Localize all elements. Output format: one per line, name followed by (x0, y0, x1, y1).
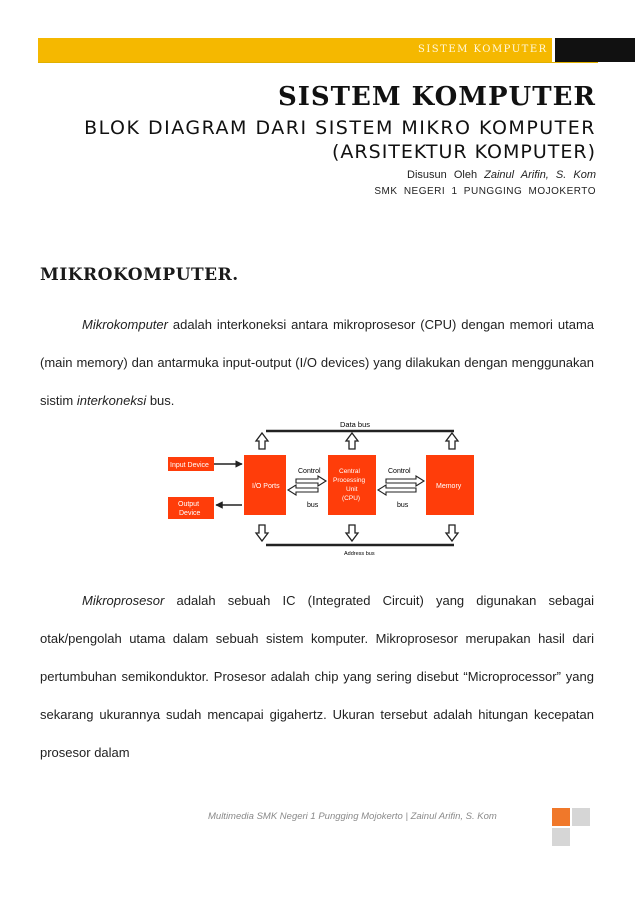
header-label: SISTEM KOMPUTER (418, 44, 548, 55)
author-prefix: Disusun Oleh (407, 169, 478, 181)
term-mikrokomputer: Mikrokomputer (82, 317, 168, 332)
p1-text-2: bus. (146, 393, 175, 408)
document-subtitle-2: (ARSITEKTUR KOMPUTER) (332, 141, 596, 163)
paragraph-mikrokomputer (40, 306, 594, 420)
output-device-label-2: Device (179, 510, 201, 517)
memory-label: Memory (436, 483, 462, 490)
header-bar (38, 38, 598, 62)
output-device-label-1: Output (178, 501, 200, 508)
footer-square-orange (552, 808, 570, 826)
section-heading: MIKROKOMPUTER. (40, 265, 239, 285)
io-ports-label: I/O Ports (252, 483, 280, 490)
data-bus-label: Data bus (340, 420, 371, 429)
p2-text: adalah sebuah IC (Integrated Circuit) yang digunakan sebagai otak/pengolah utama dalam sebuah sistem komputer. Mikroprosesor merupakan hasil dari pertumbuhan semikonduktor. Prosesor adalah chip yang sering disebut “Microprocessor” yang sekarang ukurannya sudah mencapai gigahertz. Ukuran tersebut adalah hitungan kecepatan prosesor dalam (40, 593, 594, 760)
cpu-label-3: Unit (346, 486, 358, 493)
address-bus-label: Address bus (344, 551, 375, 557)
header-dark-block (552, 38, 635, 62)
author-line (407, 169, 596, 181)
school-name: SMK NEGERI 1 PUNGGING MOJOKERTO (374, 186, 596, 197)
paragraph-mikroprosesor (40, 582, 594, 772)
bus-label-2: bus (397, 502, 409, 509)
bus-label-1: bus (307, 502, 319, 509)
header-rule (38, 62, 598, 63)
control-bus-label-1: Control (298, 468, 321, 475)
p1-text-1: adalah interkoneksi antara mikroprosesor (CPU) dengan memori utama (main memory) dan antarmuka input-output (I/O devices) yang dilakukan dengan menggunakan sistim (40, 317, 594, 408)
footer-square-gray-2 (552, 828, 570, 846)
block-diagram (164, 419, 476, 561)
cpu-label-1: Central (339, 468, 360, 475)
footer-text: Multimedia SMK Negeri 1 Pungging Mojokerto | Zainul Arifin, S. Kom (208, 811, 497, 822)
document-title: SISTEM KOMPUTER (277, 82, 596, 112)
input-device-label: Input Device (170, 462, 209, 469)
term-interkoneksi: interkoneksi (76, 393, 147, 408)
cpu-label-4: (CPU) (342, 495, 361, 502)
footer-square-gray (572, 808, 590, 826)
term-mikroprosesor: Mikroprosesor (82, 593, 165, 608)
cpu-block (328, 455, 376, 515)
document-subtitle: BLOK DIAGRAM DARI SISTEM MIKRO KOMPUTER (84, 117, 596, 139)
cpu-label-2: Processing (333, 477, 366, 484)
control-bus-label-2: Control (388, 468, 411, 475)
author-name: Zainul Arifin, S. Kom (484, 169, 596, 181)
